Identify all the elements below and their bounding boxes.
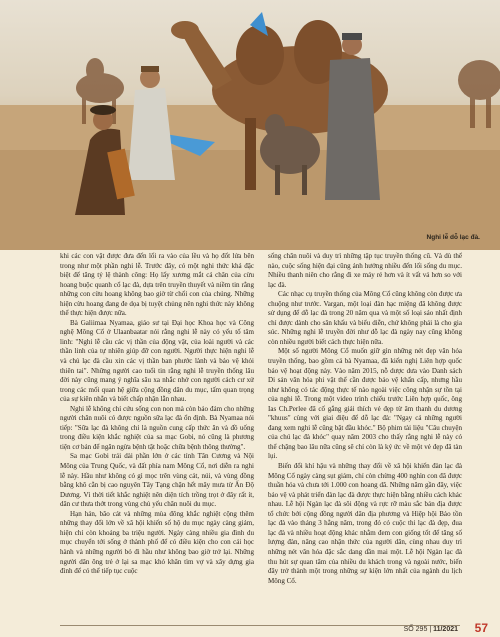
camel-ritual-illustration (0, 0, 500, 250)
photo-caption: Nghi lễ dỗ lạc đà. (426, 234, 480, 241)
hero-photo (0, 0, 500, 250)
issue-date: 11/2021 (433, 626, 458, 633)
article-body (60, 252, 462, 618)
paragraph: Các nhạc cụ truyền thống của Mông Cổ cũng không còn được ưa chuộng như trước. Vargan, một loại đàn hạc miệng đã không được sử dụng để dỗ lạc đà trong 20 năm qua và một số loại sáo nhất định chỉ được dành cho sân khấu và biểu diễn, chứ không phải là cho gia súc. Những nghi lễ truyền đời như dỗ lạc đà ngày nay cũng không còn nhiều người biết cách thực hiện nữa. (268, 290, 462, 346)
article-column-left (60, 252, 254, 618)
paragraph: Hạn hán, bão cát và những mùa đông khắc nghiệt cộng thêm những thay đổi lớn về xã hội khiến số hộ du mục ngày càng giảm, hiện chỉ còn khoảng ba triệu người. Ngày càng nhiều gia đình du mục chuyển tới sống ở thành phố để có điều kiện cho con cái học hành và những người bỏ đi hầu như không bao giờ trở lại. Những người dân ông trẻ ở lại sa mạc khó khăn tìm vợ và xây dựng gia đình để có thể tiếp tục cuộc (60, 509, 254, 576)
woman-in-white-deel (128, 66, 175, 180)
page-footer (0, 620, 500, 637)
page-number: 57 (474, 621, 488, 635)
issue-separator: | (429, 626, 434, 633)
paragraph: Sa mạc Gobi trải dài phần lớn ở các tỉnh Tân Cương và Nội Mông của Trung Quốc, và đất phía nam Mông Cổ, nơi diễn ra nghi lễ này. Hầu như không có gì mọc trên vùng cát, núi, và vùng đồng bằng khô cằn bị cao nguyên Tây Tạng chặn hết mây mưa từ Ấn Độ Dương. Vì thời tiết khắc nghiệt nên diện tích trồng trọt ở đây rất ít, dân cư thưa thớt trong vùng chủ yếu chăn nuôi du mục. (60, 452, 254, 509)
issue-label (400, 626, 458, 633)
paragraph: Một số người Mông Cổ muốn giữ gìn những nét đẹp văn hóa truyền thống, bao gồm cả bà Nyamaa, đã kiến nghị Liên hợp quốc bảo vệ hoạt động này. Vào năm 2015, nỗ dược dưa vào Danh sách Di sản văn hóa phi vật thể cần được bảo vệ khẩn cấp, nhưng hầu như không có tác động thực tế nào ngoài việc công nhận sự tồn tại của nghi lễ. Trong một video trình chiếu trước Liên hợp quốc, ông Ias Ch.Perlee đã cố gắng giải thích vẻ đẹp từ âm thanh du dương "khuus" cùng với giai điệu để dỗ lạc đà: "Ngay cả những người đang xem nghi lễ cũng bật đầu khóc." Bộ phim tài liệu "Câu chuyện của chú lạc đà khóc" quay năm 2003 cho thấy rằng nghi lễ này có thể chặng bao lâu nữa cũng sẽ chỉ còn là ký ức về một vẻ đẹp đã tàn lụi. (268, 347, 462, 461)
paragraph: khi các con vật được đưa đến lối ra vào của lều và họ đốt lửa bên trong như một phần nghi lễ. Trước đây, có một nghi thức khá đặc biệt để tăng tỷ lệ thành công: Họ lấy xương mắt cá chân của cừu hoang buộc quanh cổ lạc đà, dựa trên truyền thuyết và niềm tin rằng những con cừu hoang không bao giờ từ chối con của chúng. Những hiện cừu hoang đang đe dọa bị tuyệt chủng nên nghi thức này không thể thực hiện được nữa. (60, 252, 254, 318)
paragraph: sống chăn nuôi và duy trì những tập tục truyền thống cũ. Và dù thế nào, cuộc sống hiện đại cũng ảnh hưởng nhiều đến lối sống du mục. Nhiều thanh niên cho rằng đi xe máy rẻ hơn và ít vất vả hơn so với lạc đà. (268, 252, 462, 289)
issue-number: SỐ 295 (403, 626, 428, 633)
paragraph: Nghi lễ không chỉ cứu sống con non mà còn bảo đảm cho những người chăn nuôi có được nguồn sữa lạc đà ổn định. Bà Nyamaa nói tiếp: "Sữa lạc đà không chỉ là nguồn cung cấp thức ăn và đồ uống trong điều kiện khắc nghiệt của sa mạc Gobi, nó cũng là phương tiện cơ bản để ngăn ngừa bệnh tật hoặc chữa bệnh thông thường". (60, 404, 254, 451)
paragraph: Bà Galiimaa Nyamaa, giáo sư tại Đại học Khoa học và Công nghệ Mông Cổ ở Ulaanbaatar nói rằng nghi lễ này có yếu tố tâm linh: "Nghi lễ cầu các vị thần của động vật, của loài người và các thần linh của tự nhiên giúp đỡ con người. Người thực hiện nghi lễ và chủ lạc đà cầu xin các vị thần ban phước lành và bảo vệ khỏi thiên tai". Những người cao tuổi tin rằng nghi lễ truyền thống lâu đời này cũng mang ý nghĩa sâu xa nhắc nhở con người cách cư xử trong các mối quan hệ giữa cộng đồng dân du mục, tấm quan trọng của sự kiên nhẫn và biết chấp nhận lẫn nhau. (60, 318, 254, 404)
paragraph: Biến đổi khí hậu và những thay đổi về xã hội khiến đàn lạc đà Mông Cổ ngày càng sụt giảm, chỉ còn chừng 400 nghìn con đã được thuần hóa và chưa tới 1.000 con hoang dã. Những năm gần đây, việc bảo vệ và phát triển đàn lạc đà được thực hiện bằng nhiều cách khác nhau. Lễ hội Ngàn lạc đà sôi động và rực rỡ màu sắc bản địa được tổ chức bởi cộng đồng người dân địa phương và Hiệp hội Bảo tồn lạc đà vào tháng 3 hằng năm, trong đó có cuộc thi lạc đà đẹp, đua lạc đà và nhiều hoạt động khác nhằm đem con giống tốt để tăng số lượng đàn, nâng cao nhận thức của người dân, cùng nhau duy trì những nét văn hóa đặc sắc dang dần mai một. Lễ hội Ngàn lạc đà thu hút sự quan tâm của nhiều du khách trong và ngoài nước, biến đây trở thành một trong những sự kiện lớn nhất của ngành du lịch Mông Cổ. (268, 462, 462, 585)
article-column-right (268, 252, 462, 618)
